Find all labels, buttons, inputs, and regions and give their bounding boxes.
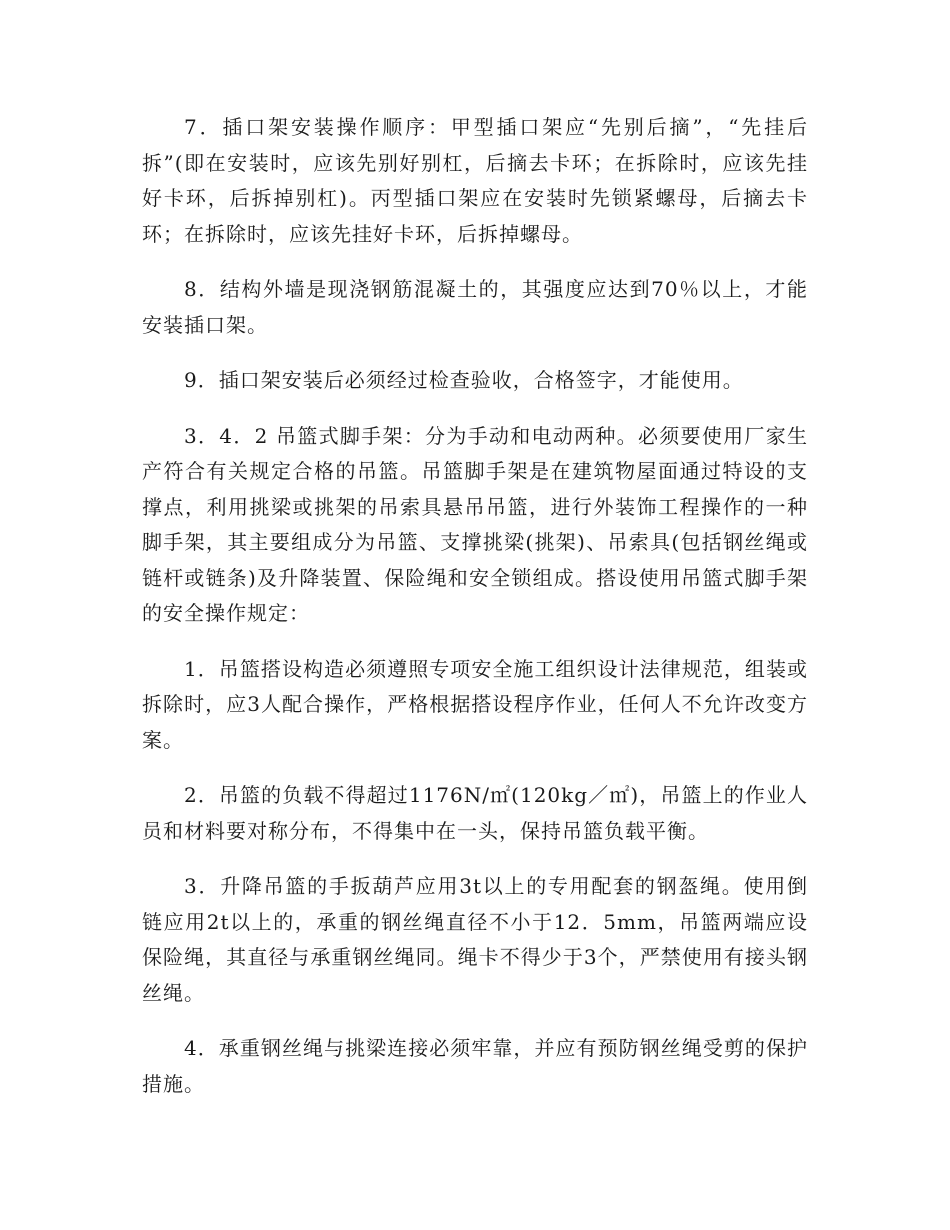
paragraph-item-7: 7．插口架安装操作顺序：甲型插口架应“先别后摘”，“先挂后拆”(即在安装时，应该先别好别杠，后摘去卡环；在拆除时，应该先挂好卡环，后拆掉别杠)。丙型插口架应在安装时先锁紧螺母，后摘去卡环；在拆除时，应该先挂好卡环，后拆掉螺母。 bbox=[142, 115, 808, 246]
paragraph-rule-4: 4．承重钢丝绳与挑梁连接必须牢靠，并应有预防钢丝绳受剪的保护措施。 bbox=[142, 1036, 808, 1096]
paragraph-item-8: 8．结构外墙是现浇钢筋混凝土的，其强度应达到70％以上，才能安装插口架。 bbox=[142, 277, 808, 337]
document-page bbox=[142, 110, 808, 1122]
paragraph-rule-3: 3．升降吊篮的手扳葫芦应用3t以上的专用配套的钢盔绳。使用倒链应用2t以上的，承重的钢丝绳直径不小于12．5mm，吊篮两端应设保险绳，其直径与承重钢丝绳同。绳卡不得少于3个，严禁使用有接头钢丝绳。 bbox=[142, 874, 808, 1005]
paragraph-item-9: 9．插口架安装后必须经过检查验收，合格签字，才能使用。 bbox=[184, 368, 744, 392]
paragraph-rule-2: 2．吊篮的负载不得超过1176N/㎡(120kg／㎡)，吊篮上的作业人员和材料要对称分布，不得集中在一头，保持吊篮负载平衡。 bbox=[142, 783, 808, 843]
paragraph-rule-1: 1．吊篮搭设构造必须遵照专项安全施工组织设计法律规范，组装或拆除时，应3人配合操作，严格根据搭设程序作业，任何人不允许改变方案。 bbox=[142, 656, 808, 752]
paragraph-section-3-4-2: 3．4．2 吊篮式脚手架：分为手动和电动两种。必须要使用厂家生产符合有关规定合格的吊篮。吊篮脚手架是在建筑物屋面通过特设的支撑点，利用挑梁或挑架的吊索具悬吊吊篮，进行外装饰工程操作的一种脚手架，其主要组成分为吊篮、支撑挑梁(挑架)、吊索具(包括钢丝绳或链杆或链条)及升降装置、保险绳和安全锁组成。搭设使用吊篮式脚手架的安全操作规定： bbox=[142, 423, 808, 625]
